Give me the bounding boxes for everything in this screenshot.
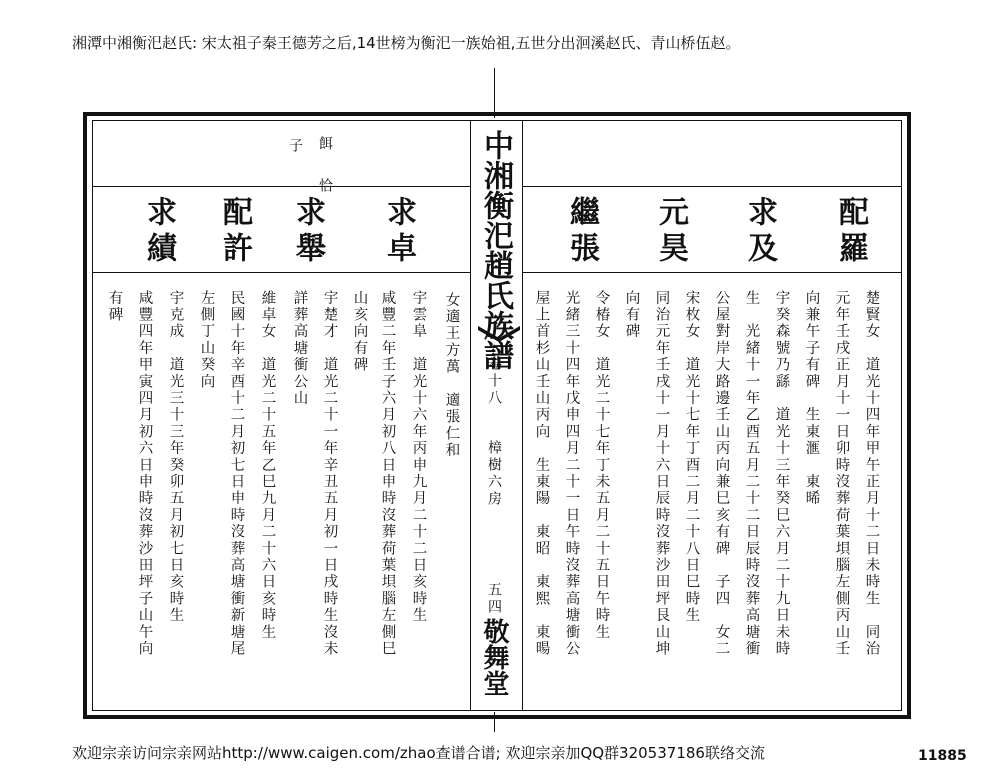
right-col-8: 同治元年壬戌十一月十六日辰時沒葬沙田坪艮山坤	[653, 290, 670, 658]
left-header-rule	[92, 186, 470, 187]
right-name-3: 元昊	[653, 196, 688, 268]
right-name-rule	[522, 272, 902, 273]
right-name-4: 繼張	[564, 196, 599, 268]
left-col-8: 左側丁山癸向	[198, 290, 215, 391]
right-name-2: 求及	[742, 196, 777, 268]
left-col-2: 咸豐二年壬子六月初八日申時沒葬荷葉垻腦左側巳	[379, 290, 396, 658]
left-col-5: 詳葬高塘衝公山	[291, 290, 308, 407]
left-name-3: 配許	[217, 196, 252, 268]
page-number: 11885	[918, 748, 967, 764]
right-col-6: 公屋對岸大路邊壬山丙向兼巳亥有碑 子四 女二	[713, 290, 730, 658]
fish-tail-mark	[478, 326, 520, 342]
right-col-4: 宇癸森號乃繇 道光十三年癸巳六月二十九日未時	[773, 290, 790, 658]
left-col-6: 維卓女 道光二十五年乙巳九月二十六日亥時生	[259, 290, 276, 641]
spine-border-right	[522, 120, 523, 711]
right-col-7: 宋枚女 道光十七年丁酉二月二十八日巳時生	[683, 290, 700, 624]
right-col-3: 向兼午子有碑 生東滙 東晞	[803, 290, 820, 508]
left-name-2: 求舉	[290, 196, 325, 268]
right-col-11: 光緒三十四年戊申四月二十一日午時沒葬高塘衝公	[563, 290, 580, 658]
right-col-10: 令椿女 道光二十七年丁未五月二十五日午時生	[593, 290, 610, 641]
right-col-9: 向有碑	[623, 290, 640, 341]
left-name-1: 求卓	[381, 196, 416, 268]
center-mark-bottom	[494, 712, 495, 732]
left-col-1: 宇雲阜 道光十六年丙申九月二十二日亥時生	[410, 290, 427, 624]
left-name-rule	[92, 272, 470, 273]
right-col-1: 楚賢女 道光十四年甲午正月十二日未時生 同治	[863, 290, 880, 658]
left-col-10: 咸豐四年甲寅四月初六日申時沒葬沙田坪子山午向	[136, 290, 153, 658]
left-wife-note: 女適王方萬 適張仁和	[443, 292, 460, 459]
right-col-5: 生 光緒十一年乙酉五月二十二日辰時沒葬高塘衝	[743, 290, 760, 658]
caption-bottom: 欢迎宗亲访问宗亲网站http://www.caigen.com/zhao查谱合谱; 欢迎宗亲加QQ群320537186联络交流	[72, 744, 765, 762]
left-col-3: 山亥向有碑	[351, 290, 368, 374]
right-header-rule	[522, 186, 902, 187]
left-col-4: 宇楚才 道光二十一年辛丑五月初一日戌時生沒未	[321, 290, 338, 658]
spine-folio: 五四	[486, 582, 502, 616]
left-col-7: 民國十年辛酉十二月初七日申時沒葬高塘衝新塘尾	[228, 290, 245, 658]
left-name-4: 求績	[141, 196, 176, 268]
right-name-1: 配羅	[833, 196, 868, 268]
spine-hall: 敬舞堂	[479, 618, 509, 696]
right-col-2: 元年壬戌正月十一日卯時沒葬荷葉垻腦左側丙山壬	[833, 290, 850, 658]
left-top-note-2: 餌 恰	[317, 136, 333, 198]
left-col-9: 宇克成 道光三十三年癸卯五月初七日亥時生	[167, 290, 184, 624]
left-col-11: 有碑	[106, 290, 123, 324]
spine-volume: 卷十八	[486, 356, 502, 407]
spine-title: 中湘衡汜趙氏族譜	[478, 130, 513, 370]
right-col-12: 屋上首杉山壬山丙向 生東陽 東昭 東熙 東暘	[533, 290, 550, 658]
left-top-note-1: 子	[287, 138, 303, 158]
caption-top: 湘潭中湘衡汜赵氏: 宋太祖子秦王德芳之后,14世榜为衡汜一族始祖,五世分出洄溪赵氏、青山桥伍赵。	[72, 34, 741, 52]
spine-branch: 樟樹六房	[486, 440, 502, 508]
spine-border-left	[470, 120, 471, 711]
center-mark-top	[494, 68, 495, 118]
